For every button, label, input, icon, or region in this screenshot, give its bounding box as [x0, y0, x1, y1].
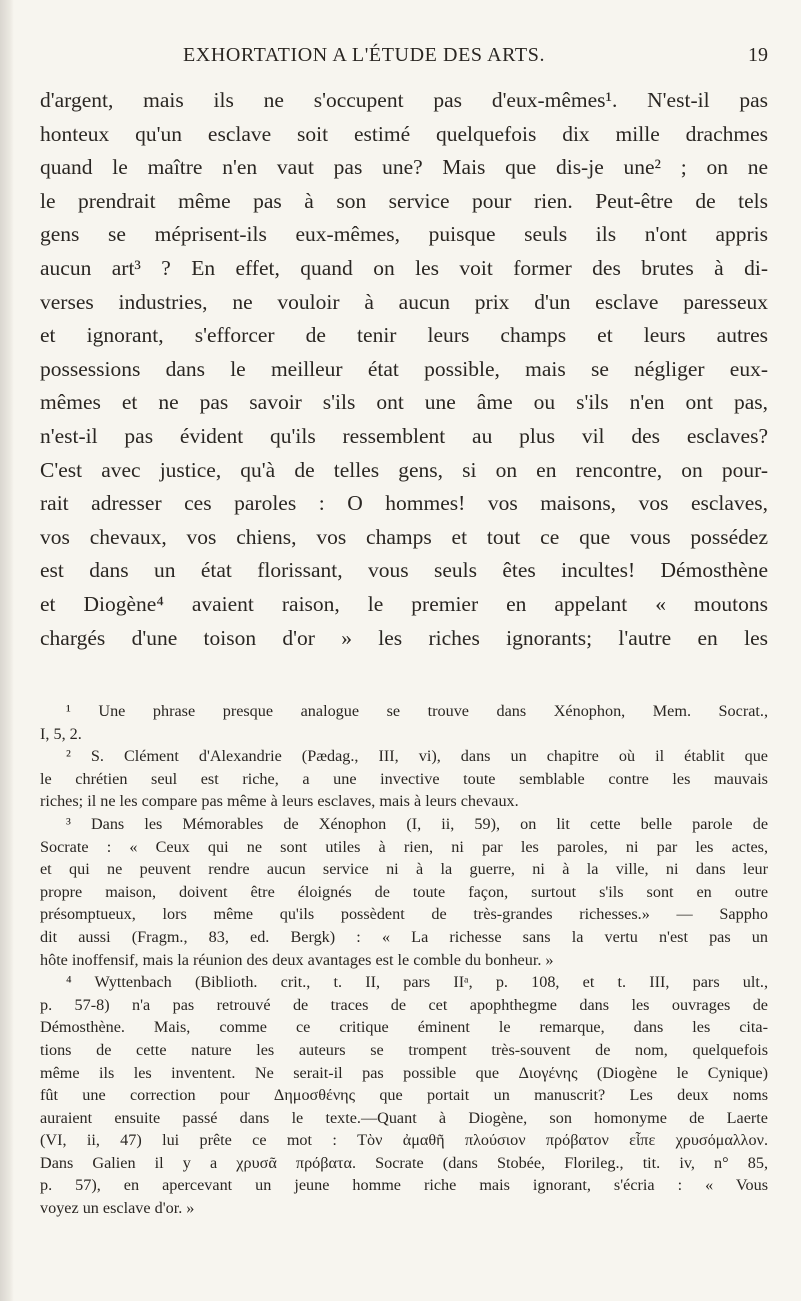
footnote-line: dit aussi (Fragm., 83, ed. Bergk) : « La richesse sans la vertu n'est pas un: [40, 927, 768, 946]
footnote-line: p. 57), en apercevant un jeune homme riche mais ignorant, s'écria : « Vous: [40, 1176, 768, 1195]
text-line: mêmes et ne pas savoir s'ils ont une âme ou s'ils n'en ont pas,: [40, 390, 768, 415]
running-title: EXHORTATION A L'ÉTUDE DES ARTS.: [182, 44, 546, 66]
page-binding-edge: [0, 0, 14, 1301]
text-line: n'est-il pas évident qu'ils ressemblent au plus vil des esclaves?: [40, 423, 768, 448]
text-line: honteux qu'un esclave soit estimé quelquefois dix mille drachmes: [40, 121, 768, 146]
footnote-line: ³ Dans les Mémorables de Xénophon (I, ii, 59), on lit cette belle parole de: [66, 814, 768, 833]
footnote-line: tions de cette nature les auteurs se trompent très-souvent de nom, quelquefois: [40, 1040, 768, 1059]
footnote-line: (VI, ii, 47) lui prête ce mot : Τὸν ἀμαθῆ πλούσιον πρόβατον εἶπε χρυσόμαλλον.: [40, 1131, 768, 1150]
text-line: est dans un état florissant, vous seuls êtes incultes! Démosthène: [40, 558, 768, 583]
footnote-line: fût une correction pour Δημοσθένης que portait un manuscrit? Les deux noms: [40, 1086, 768, 1105]
footnote-line: ¹ Une phrase presque analogue se trouve dans Xénophon, Mem. Socrat.,: [66, 702, 768, 720]
footnote-line: Démosthène. Mais, comme ce critique éminent le remarque, dans les cita-: [40, 1018, 768, 1037]
text-line: possessions dans le meilleur état possible, mais se négliger eux-: [40, 356, 768, 381]
footnote-line: auraient ensuite passé dans le texte.—Quant à Diogène, son homonyme de Laerte: [40, 1108, 768, 1127]
footnote-line: hôte inoffensif, mais la réunion des deux avantages est le comble du bonheur. »: [40, 950, 554, 969]
main-text: [40, 84, 768, 655]
footnote-line: ⁴ Wyttenbach (Biblioth. crit., t. II, pars IIᵃ, p. 108, et t. III, pars ult.,: [66, 973, 768, 992]
footnote-line: Socrate : « Ceux qui ne sont utiles à rien, ni par les paroles, ni par les actes,: [40, 837, 768, 856]
footnote-line: I, 5, 2.: [40, 724, 82, 743]
text-line: C'est avec justice, qu'à de telles gens, si on en rencontre, on pour-: [40, 457, 768, 482]
text-line: aucun art³ ? En effet, quand on les voit former des brutes à di-: [40, 255, 768, 280]
footnote-line: Dans Galien il y a χρυσᾶ πρόβατα. Socrate (dans Stobée, Florileg., tit. iv, n° 85,: [40, 1153, 768, 1172]
text-line: quand le maître n'en vaut pas une? Mais que dis-je une² ; on ne: [40, 155, 768, 180]
page-number: 19: [748, 44, 768, 66]
text-line: gens se méprisent-ils eux-mêmes, puisque seuls ils n'ont appris: [40, 222, 768, 247]
text-line: verses industries, ne vouloir à aucun prix d'un esclave paresseux: [40, 289, 768, 314]
footnotes: [40, 700, 768, 1220]
footnote-line: et qui ne peuvent rendre aucun service ni à la guerre, ni à la ville, ni dans leur: [40, 860, 768, 879]
footnote-line: le chrétien seul est riche, a une invective toute semblable contre les mauvais: [40, 769, 768, 788]
text-line: rait adresser ces paroles : O hommes! vos maisons, vos esclaves,: [40, 491, 768, 516]
text-line: chargés d'une toison d'or » les riches ignorants; l'autre en les: [40, 625, 768, 650]
footnote-line: riches; il ne les compare pas même à leurs esclaves, mais à leurs chevaux.: [40, 792, 519, 811]
book-page: [40, 0, 768, 1301]
footnote-line: voyez un esclave d'or. »: [40, 1199, 195, 1218]
footnote-line: même ils les inventent. Ne serait-il pas possible que Διογένης (Diogène le Cynique): [40, 1063, 768, 1082]
footnote-line: p. 57-8) n'a pas retrouvé de traces de cet apophthegme dans les ouvrages de: [40, 995, 768, 1014]
footnote-line: ² S. Clément d'Alexandrie (Pædag., III, vi), dans un chapitre où il établit que: [66, 747, 768, 766]
page-header: [40, 44, 768, 72]
text-line: vos chevaux, vos chiens, vos champs et tout ce que vous possédez: [40, 524, 768, 549]
text-line: le prendrait même pas à son service pour rien. Peut-être de tels: [40, 188, 768, 213]
footnote-line: propre maison, doivent être éloignés de toute façon, surtout s'ils sont en outre: [40, 882, 768, 901]
text-line: et ignorant, s'efforcer de tenir leurs champs et leurs autres: [40, 323, 768, 348]
text-line: et Diogène⁴ avaient raison, le premier en appelant « moutons: [40, 591, 768, 616]
footnote-line: présomptueux, lors même qu'ils possèdent de très-grandes richesses.» — Sappho: [40, 905, 768, 924]
text-line: d'argent, mais ils ne s'occupent pas d'eux-mêmes¹. N'est-il pas: [40, 88, 768, 112]
